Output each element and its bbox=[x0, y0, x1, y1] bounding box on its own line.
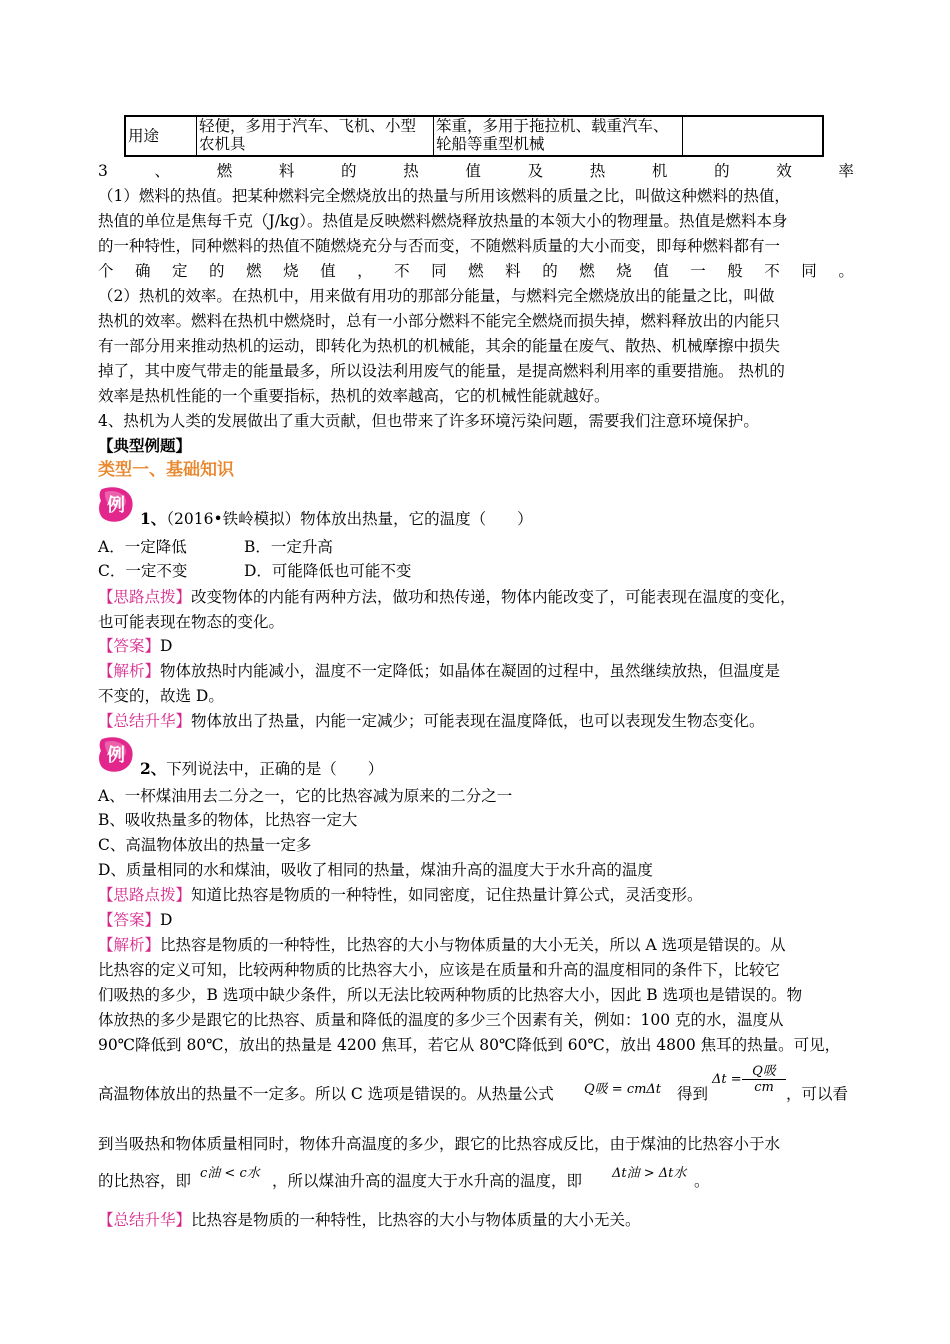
q2-answer bbox=[98, 910, 854, 930]
spaced-char: 个 bbox=[98, 262, 114, 280]
spaced-char: 、 bbox=[154, 162, 171, 180]
spaced-char: 。 bbox=[838, 262, 854, 280]
spaced-char: 及 bbox=[527, 162, 544, 180]
spaced-char: 烧 bbox=[616, 262, 632, 280]
paragraph-line: 有一部分用来推动热机的运动，即转化为热机的机械能，其余的能量在废气、散热、机械摩擦中损失 bbox=[98, 337, 781, 355]
spaced-char: 不 bbox=[764, 262, 780, 280]
analysis-text: 物体放热时内能减小，温度不一定降低；如晶体在凝固的过程中，虽然继续放热，但温度是 bbox=[160, 662, 781, 680]
paragraph-line: 掉了，其中废气带走的能量最多，所以设法利用废气的能量，是提高燃料利用率的重要措施。 热机的 bbox=[98, 362, 785, 380]
examples-heading: 【典型例题】 bbox=[98, 436, 192, 455]
spaced-char: 烧 bbox=[283, 262, 299, 280]
q2-hint bbox=[98, 885, 854, 905]
answer-tag: 【答案】 bbox=[98, 637, 161, 655]
summary-tag: 【总结升华】 bbox=[98, 1211, 192, 1229]
spaced-char: 同 bbox=[801, 262, 817, 280]
q2-option-a: A、一杯煤油用去二分之一，它的比热容减为原来的二分之一 bbox=[98, 787, 513, 805]
spaced-char: 燃 bbox=[216, 162, 233, 180]
q2-option-b: B、吸收热量多的物体，比热容一定大 bbox=[98, 811, 358, 829]
q2-formula-pre: 高温物体放出的热量不一定多。所以 C 选项是错误的。从热量公式 bbox=[98, 1085, 554, 1103]
table-cell-empty bbox=[683, 116, 824, 156]
hint-text: 改变物体的内能有两种方法，做功和热传递，物体内能改变了，可能表现在温度的变化， bbox=[191, 588, 796, 606]
paragraph-line: 效率是热机性能的一个重要指标，热机的效率越高，它的机械性能就越好。 bbox=[98, 387, 610, 405]
q1-stem-line bbox=[140, 509, 840, 529]
q1-hint-cont: 也可能表现在物态的变化。 bbox=[98, 613, 285, 631]
q1-summary bbox=[98, 711, 854, 731]
badge-char: 例 bbox=[107, 745, 125, 766]
q2-formula-mid: 得到 bbox=[677, 1085, 709, 1103]
spaced-char: 的 bbox=[341, 162, 357, 180]
spaced-char: 值 bbox=[653, 262, 669, 280]
summary-text: 比热容是物质的一种特性，比热容的大小与物体质量的大小无关。 bbox=[191, 1211, 641, 1229]
q2-summary bbox=[98, 1210, 854, 1230]
section4-text: 4、热机为人类的发展做出了重大贡献，但也带来了许多环境污染问题，需要我们注意环境保护。 bbox=[98, 412, 759, 430]
type1-heading: 类型一、基础知识 bbox=[98, 460, 234, 480]
q1-analysis-cont: 不变的，故选 D。 bbox=[98, 687, 224, 705]
summary-text: 物体放出了热量，内能一定减少；可能表现在温度降低，也可以表现发生物态变化。 bbox=[191, 712, 765, 730]
example-badge-icon bbox=[96, 485, 136, 525]
q1-option-d: D．可能降低也可能不变 bbox=[244, 562, 412, 580]
q2-line-end: 。 bbox=[694, 1172, 710, 1190]
analysis-tag: 【解析】 bbox=[98, 662, 161, 680]
table-cell-diesel: 笨重，多用于拖拉机、载重汽车、轮船等重型机械 bbox=[434, 116, 683, 156]
q2-line-pre: 的比热容，即 bbox=[98, 1172, 192, 1190]
spaced-char: 燃 bbox=[468, 262, 484, 280]
q1-answer bbox=[98, 636, 854, 656]
q2-analysis-line: 到当吸热和物体质量相同时，物体升高温度的多少，跟它的比热容成反比，由于煤油的比热容小于水 bbox=[98, 1135, 781, 1153]
table-label-cell: 用途 bbox=[125, 116, 197, 156]
hint-tag: 【思路点拨】 bbox=[98, 886, 192, 904]
answer-value: D bbox=[160, 637, 173, 655]
analysis-tag: 【解析】 bbox=[98, 936, 161, 954]
spaced-char: 燃 bbox=[246, 262, 262, 280]
q2-line-mid: ，所以煤油升高的温度大于水升高的温度，即 bbox=[272, 1172, 583, 1190]
fraction-numerator: Q吸 bbox=[742, 1060, 786, 1080]
paragraph-line: （2）热机的效率。在热机中，用来做有用功的那部分能量，与燃料完全燃烧放出的能量之比，叫做 bbox=[98, 287, 775, 305]
spaced-char: 率 bbox=[838, 162, 854, 180]
delta-t-fraction bbox=[742, 1060, 786, 1095]
q2-formula-post: ，可以看 bbox=[786, 1085, 849, 1103]
q1-number: 1、 bbox=[140, 509, 167, 528]
answer-tag: 【答案】 bbox=[98, 911, 161, 929]
fraction-denominator: cm bbox=[754, 1080, 774, 1095]
q2-stem-line bbox=[140, 759, 840, 779]
q2-analysis-line: 比热容的定义可知，比较两种物质的比热容大小，应该是在质量和升高的温度相同的条件下，比较它 bbox=[98, 961, 781, 979]
table-cell-gasoline: 轻便，多用于汽车、飞机、小型农机具 bbox=[197, 116, 434, 156]
spaced-char: 确 bbox=[135, 262, 151, 280]
q2-analysis bbox=[98, 935, 854, 955]
table-row bbox=[125, 116, 823, 156]
paragraph-line-spaced bbox=[98, 261, 854, 281]
spaced-char: ， bbox=[357, 262, 373, 280]
spaced-char: 的 bbox=[209, 262, 225, 280]
q2-stem: 下列说法中，正确的是（ ） bbox=[166, 760, 384, 778]
spaced-char: 不 bbox=[394, 262, 410, 280]
q1-options-row2 bbox=[98, 561, 854, 581]
spaced-char: 效 bbox=[776, 162, 792, 180]
summary-tag: 【总结升华】 bbox=[98, 712, 192, 730]
spaced-char: 的 bbox=[542, 262, 558, 280]
q1-options-row1 bbox=[98, 537, 854, 557]
analysis-text: 比热容是物质的一种特性，比热容的大小与物体质量的大小无关，所以 A 选项是错误的。从 bbox=[160, 936, 786, 954]
badge-char: 例 bbox=[107, 495, 125, 516]
example-badge-icon bbox=[96, 735, 136, 775]
q1-option-b: B．一定升高 bbox=[244, 538, 333, 556]
spaced-char: 值 bbox=[465, 162, 481, 180]
q1-hint bbox=[98, 587, 854, 607]
q1-analysis bbox=[98, 661, 854, 681]
paragraph-line: （1）燃料的热值。把某种燃料完全燃烧放出的热量与所用该燃料的质量之比，叫做这种燃料的热值， bbox=[98, 187, 790, 205]
q2-analysis-line: 体放热的多少是跟它的比热容、质量和降低的温度的多少三个因素有关，例如：100 克的水，温度从 bbox=[98, 1011, 784, 1029]
q1-option-a: A．一定降低 bbox=[98, 538, 187, 556]
hint-text: 知道比热容是物质的一种特性，如同密度，记住热量计算公式，灵活变形。 bbox=[191, 886, 703, 904]
usage-table bbox=[124, 115, 824, 157]
paragraph-line: 热值的单位是焦每千克（J/kg）。热值是反映燃料燃烧释放热量的本领大小的物理量。热值是燃料本身 bbox=[98, 212, 788, 230]
section3-title bbox=[98, 161, 854, 181]
spaced-char: 的 bbox=[714, 162, 730, 180]
spaced-char: 一 bbox=[690, 262, 706, 280]
spaced-char: 同 bbox=[431, 262, 447, 280]
answer-value: D bbox=[160, 911, 173, 929]
spaced-char: 热 bbox=[403, 162, 419, 180]
delta-t-compare: Δt油 > Δt水 bbox=[612, 1166, 687, 1181]
paragraph-line: 热机的效率。燃料在热机中燃烧时，总有一小部分燃料不能完全燃烧而损失掉，燃料释放出的内能只 bbox=[98, 312, 781, 330]
q2-analysis-line: 90℃降低到 80℃，放出的热量是 4200 焦耳，若它从 80℃降低到 60℃，放出 4800 焦耳的热量。可见， bbox=[98, 1036, 841, 1054]
spaced-char: 般 bbox=[727, 262, 743, 280]
q1-stem: （2016•铁岭模拟）物体放出热量，它的温度（ ） bbox=[166, 510, 533, 528]
spaced-char: 值 bbox=[320, 262, 336, 280]
q2-number: 2、 bbox=[140, 759, 167, 778]
heat-formula: Q吸 = cmΔt bbox=[584, 1082, 662, 1097]
spaced-char: 燃 bbox=[579, 262, 595, 280]
spaced-char: 定 bbox=[172, 262, 188, 280]
spaced-char: 机 bbox=[651, 162, 668, 180]
specific-heat-compare: c油 < c水 bbox=[200, 1166, 260, 1181]
q2-option-c: C、高温物体放出的热量一定多 bbox=[98, 836, 312, 854]
q2-analysis-line: 们吸热的多少，B 选项中缺少条件，所以无法比较两种物质的比热容大小，因此 B 选项也是错误的。物 bbox=[98, 986, 803, 1004]
q2-option-d: D、质量相同的水和煤油，吸收了相同的热量，煤油升高的温度大于水升高的温度 bbox=[98, 861, 653, 879]
spaced-char: 料 bbox=[505, 262, 521, 280]
spaced-char: 料 bbox=[278, 162, 295, 180]
q1-option-c: C．一定不变 bbox=[98, 562, 188, 580]
delta-t-lhs: Δt = bbox=[712, 1072, 742, 1087]
paragraph-line: 的一种特性，同种燃料的热值不随燃烧充分与否而变，不随燃料质量的大小而变，即每种燃料都有一 bbox=[98, 237, 781, 255]
spaced-char: 热 bbox=[589, 162, 606, 180]
spaced-char: 3 bbox=[98, 162, 108, 180]
hint-tag: 【思路点拨】 bbox=[98, 588, 192, 606]
